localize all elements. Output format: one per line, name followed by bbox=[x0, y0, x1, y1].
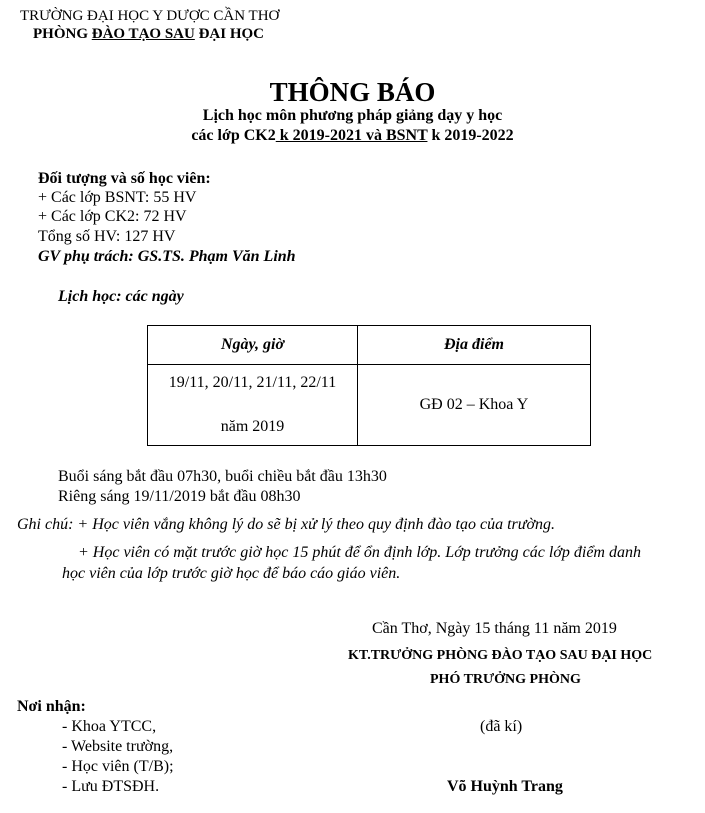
note-2b: học viên của lớp trước giờ học để báo cáo giáo viên. bbox=[62, 565, 401, 582]
recipient-item: - Học viên (T/B); bbox=[62, 758, 174, 775]
document-subtitle-2 bbox=[0, 127, 705, 145]
department-name bbox=[33, 26, 264, 43]
department-name-part1: PHÒNG bbox=[33, 26, 92, 42]
cell-place: GĐ 02 – Khoa Y bbox=[358, 365, 591, 446]
recipient-item: - Website trường, bbox=[62, 738, 174, 755]
subtitle-2-part2: k 2019-2021 và BSNT bbox=[275, 127, 428, 144]
note-1: Ghi chú: + Học viên vắng không lý do sẽ bị xử lý theo quy định đào tạo của trường. bbox=[17, 516, 556, 533]
note-2a: + Học viên có mặt trước giờ học 15 phút để ổn định lớp. Lớp trưởng các lớp điểm danh bbox=[78, 544, 641, 561]
column-header-date: Ngày, giờ bbox=[148, 326, 358, 365]
document-subtitle-1: Lịch học môn phương pháp giảng dạy y học bbox=[202, 107, 503, 124]
schedule-dates: 19/11, 20/11, 21/11, 22/11 bbox=[168, 374, 337, 391]
audience-bsnt: + Các lớp BSNT: 55 HV bbox=[38, 189, 197, 206]
schedule-heading: Lịch học: các ngày bbox=[58, 288, 184, 305]
table-header-row bbox=[148, 326, 591, 365]
recipients-heading: Nơi nhận: bbox=[17, 698, 86, 715]
audience-ck2: + Các lớp CK2: 72 HV bbox=[38, 208, 187, 225]
time-info-2: Riêng sáng 19/11/2019 bắt đầu 08h30 bbox=[58, 488, 301, 505]
cell-dates bbox=[148, 365, 358, 446]
university-name: TRƯỜNG ĐẠI HỌC Y DƯỢC CẦN THƠ bbox=[20, 8, 280, 24]
recipient-item: - Lưu ĐTSĐH. bbox=[62, 778, 160, 795]
signature-status: (đã kí) bbox=[480, 718, 523, 735]
column-header-place: Địa điểm bbox=[358, 326, 591, 365]
signature-title-1: KT.TRƯỞNG PHÒNG ĐÀO TẠO SAU ĐẠI HỌC bbox=[348, 648, 653, 663]
signature-title-2: PHÓ TRƯỞNG PHÒNG bbox=[430, 672, 581, 687]
schedule-table bbox=[147, 325, 591, 446]
instructor: GV phụ trách: GS.TS. Phạm Văn Linh bbox=[38, 248, 296, 265]
subtitle-2-part1: các lớp CK2 bbox=[191, 127, 276, 144]
document-title: THÔNG BÁO bbox=[269, 77, 436, 107]
department-name-part3: ĐẠI HỌC bbox=[194, 26, 264, 42]
audience-total: Tổng số HV: 127 HV bbox=[38, 228, 176, 245]
recipient-item: - Khoa YTCC, bbox=[62, 718, 157, 735]
schedule-year: năm 2019 bbox=[220, 418, 285, 435]
signer-name: Võ Huỳnh Trang bbox=[447, 778, 563, 795]
subtitle-2-part3: k 2019-2022 bbox=[427, 127, 514, 144]
department-name-part2: ĐÀO TẠO SAU bbox=[91, 26, 195, 42]
audience-heading: Đối tượng và số học viên: bbox=[38, 170, 211, 187]
table-row bbox=[148, 365, 591, 446]
time-info-1: Buổi sáng bắt đầu 07h30, buổi chiều bắt đầu 13h30 bbox=[58, 468, 387, 485]
signature-date: Cần Thơ, Ngày 15 tháng 11 năm 2019 bbox=[372, 620, 617, 637]
